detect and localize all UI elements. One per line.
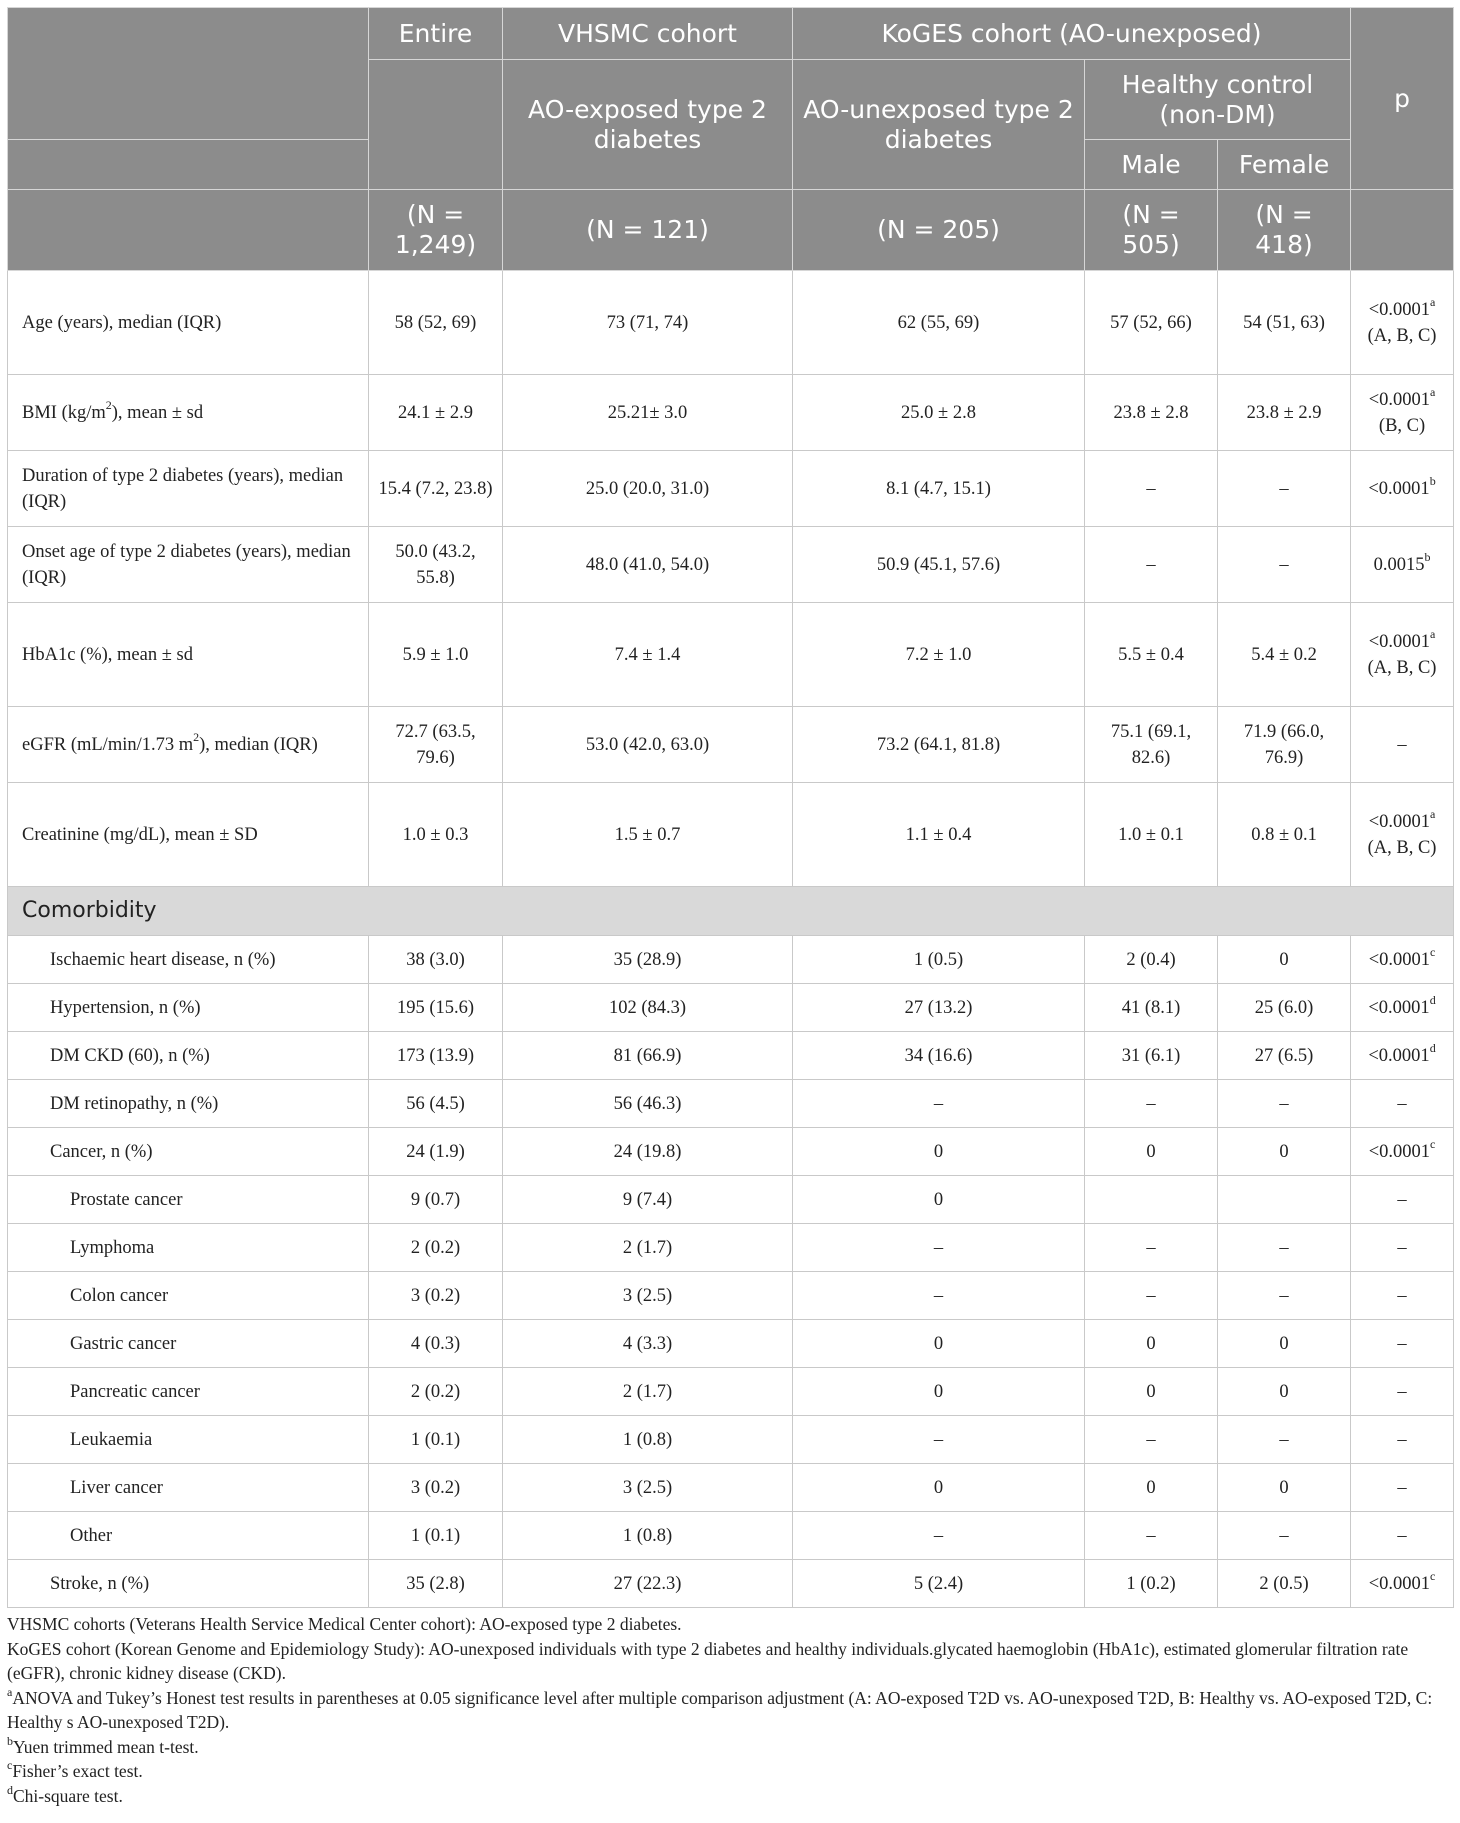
cell-unexposed: –	[793, 1272, 1085, 1320]
table-row	[8, 707, 1454, 783]
cell-female: –	[1218, 1416, 1351, 1464]
cell-p: <0.0001$^c$	[1351, 1128, 1454, 1176]
cell-p: –	[1351, 1224, 1454, 1272]
row-label: DM retinopathy, n (%)	[8, 1080, 369, 1128]
row-label: Creatinine (mg/dL), mean ± SD	[8, 783, 369, 887]
table-row	[8, 1032, 1454, 1080]
cell-female: 0	[1218, 1128, 1351, 1176]
cell-female: 2 (0.5)	[1218, 1560, 1351, 1608]
cell-male: 0	[1085, 1368, 1218, 1416]
table-container	[7, 7, 1453, 1808]
table-row	[8, 1416, 1454, 1464]
cell-entire: 72.7 (63.5, 79.6)	[369, 707, 503, 783]
cell-male: –	[1085, 1416, 1218, 1464]
cell-exposed: 1 (0.8)	[503, 1416, 793, 1464]
cell-entire: 1.0 ± 0.3	[369, 783, 503, 887]
row-label: DM CKD (60), n (%)	[8, 1032, 369, 1080]
cell-female: 0	[1218, 1464, 1351, 1512]
cell-exposed: 102 (84.3)	[503, 984, 793, 1032]
table-row	[8, 1464, 1454, 1512]
row-label: Hypertension, n (%)	[8, 984, 369, 1032]
cell-p: –	[1351, 1512, 1454, 1560]
row-label: Other	[8, 1512, 369, 1560]
cell-exposed: 53.0 (42.0, 63.0)	[503, 707, 793, 783]
header-vhsmc: VHSMC cohort	[503, 8, 793, 60]
footnote-d: $^d$Chi-square test.	[7, 1782, 123, 1806]
cell-female	[1218, 1176, 1351, 1224]
cell-female: 5.4 ± 0.2	[1218, 603, 1351, 707]
table-row	[8, 1224, 1454, 1272]
cell-unexposed: 1.1 ± 0.4	[793, 783, 1085, 887]
cell-male: 0	[1085, 1320, 1218, 1368]
header-n-male: (N = 505)	[1085, 190, 1218, 271]
cell-exposed: 27 (22.3)	[503, 1560, 793, 1608]
cell-unexposed: 8.1 (4.7, 15.1)	[793, 451, 1085, 527]
cell-exposed: 2 (1.7)	[503, 1224, 793, 1272]
cell-male: 23.8 ± 2.8	[1085, 375, 1218, 451]
row-label: Gastric cancer	[8, 1320, 369, 1368]
cell-male: 1 (0.2)	[1085, 1560, 1218, 1608]
cell-exposed: 2 (1.7)	[503, 1368, 793, 1416]
cell-male: –	[1085, 1224, 1218, 1272]
cell-exposed: 3 (2.5)	[503, 1464, 793, 1512]
cell-entire: 24 (1.9)	[369, 1128, 503, 1176]
cell-unexposed: –	[793, 1224, 1085, 1272]
cell-female: 25 (6.0)	[1218, 984, 1351, 1032]
cell-p: <0.0001$^a$ (A, B, C)	[1351, 783, 1454, 887]
cell-male: 57 (52, 66)	[1085, 271, 1218, 375]
row-label: BMI $(kg/m^2)$, mean ± sd	[8, 375, 369, 451]
cell-p: –	[1351, 1416, 1454, 1464]
row-label: Liver cancer	[8, 1464, 369, 1512]
cell-male: –	[1085, 1080, 1218, 1128]
cell-entire: 9 (0.7)	[369, 1176, 503, 1224]
cell-male: –	[1085, 527, 1218, 603]
cell-p: <0.0001$^a$ (A, B, C)	[1351, 271, 1454, 375]
row-label: Leukaemia	[8, 1416, 369, 1464]
cell-unexposed: 5 (2.4)	[793, 1560, 1085, 1608]
header-blank	[8, 8, 369, 140]
cell-exposed: 7.4 ± 1.4	[503, 603, 793, 707]
header-entire: Entire	[369, 8, 503, 60]
cell-female: –	[1218, 1224, 1351, 1272]
cell-p: <0.0001$^a$ (A, B, C)	[1351, 603, 1454, 707]
row-label: Cancer, n (%)	[8, 1128, 369, 1176]
header-male: Male	[1085, 140, 1218, 190]
footnote-vhsmc: VHSMC cohorts (Veterans Health Service Medical Center cohort): AO-exposed type 2 diabetes.	[7, 1614, 682, 1634]
cell-exposed: 24 (19.8)	[503, 1128, 793, 1176]
table-row	[8, 783, 1454, 887]
cell-male	[1085, 1176, 1218, 1224]
cell-female: 0	[1218, 1368, 1351, 1416]
cell-female: –	[1218, 527, 1351, 603]
table-row	[8, 1176, 1454, 1224]
cell-p: 0.0015$^b$	[1351, 527, 1454, 603]
cell-p: –	[1351, 1368, 1454, 1416]
cell-female: 0	[1218, 936, 1351, 984]
cell-male: –	[1085, 1512, 1218, 1560]
table-row	[8, 1560, 1454, 1608]
header-n-entire: (N = 1,249)	[369, 190, 503, 271]
cell-exposed: 81 (66.9)	[503, 1032, 793, 1080]
cell-unexposed: 73.2 (64.1, 81.8)	[793, 707, 1085, 783]
cell-entire: 3 (0.2)	[369, 1272, 503, 1320]
header-blank-2	[8, 140, 369, 190]
section-comorbidity: Comorbidity	[8, 887, 1454, 936]
cell-exposed: 3 (2.5)	[503, 1272, 793, 1320]
row-label: Onset age of type 2 diabetes (years), median (IQR)	[8, 527, 369, 603]
cell-male: 1.0 ± 0.1	[1085, 783, 1218, 887]
cell-p: <0.0001$^c$	[1351, 936, 1454, 984]
cell-exposed: 4 (3.3)	[503, 1320, 793, 1368]
row-label: Age (years), median (IQR)	[8, 271, 369, 375]
cell-exposed: 1 (0.8)	[503, 1512, 793, 1560]
cell-entire: 50.0 (43.2, 55.8)	[369, 527, 503, 603]
cell-exposed: 25.21± 3.0	[503, 375, 793, 451]
cell-entire: 1 (0.1)	[369, 1512, 503, 1560]
table-footnotes	[7, 1612, 1453, 1808]
row-label: Prostate cancer	[8, 1176, 369, 1224]
cell-p: –	[1351, 707, 1454, 783]
table-row	[8, 1272, 1454, 1320]
cell-p: –	[1351, 1080, 1454, 1128]
row-label: Stroke, n (%)	[8, 1560, 369, 1608]
header-entire-sub	[369, 60, 503, 190]
row-label: Ischaemic heart disease, n (%)	[8, 936, 369, 984]
cell-unexposed: –	[793, 1080, 1085, 1128]
cell-entire: 4 (0.3)	[369, 1320, 503, 1368]
cell-entire: 1 (0.1)	[369, 1416, 503, 1464]
table-row	[8, 1368, 1454, 1416]
cell-male: 75.1 (69.1, 82.6)	[1085, 707, 1218, 783]
table-row	[8, 527, 1454, 603]
cell-female: 23.8 ± 2.9	[1218, 375, 1351, 451]
cell-p: <0.0001$^c$	[1351, 1560, 1454, 1608]
row-label: HbA1c (%), mean ± sd	[8, 603, 369, 707]
cell-unexposed: –	[793, 1512, 1085, 1560]
cell-exposed: 48.0 (41.0, 54.0)	[503, 527, 793, 603]
table-row	[8, 375, 1454, 451]
cell-entire: 58 (52, 69)	[369, 271, 503, 375]
header-p: p	[1351, 8, 1454, 190]
cell-male: –	[1085, 451, 1218, 527]
cell-entire: 173 (13.9)	[369, 1032, 503, 1080]
cell-exposed: 1.5 ± 0.7	[503, 783, 793, 887]
table-header	[8, 8, 1454, 271]
cell-male: 0	[1085, 1464, 1218, 1512]
row-label: Duration of type 2 diabetes (years), median (IQR)	[8, 451, 369, 527]
cell-unexposed: 50.9 (45.1, 57.6)	[793, 527, 1085, 603]
cell-p: –	[1351, 1464, 1454, 1512]
cell-p: <0.0001$^b$	[1351, 451, 1454, 527]
cell-unexposed: 62 (55, 69)	[793, 271, 1085, 375]
cell-entire: 15.4 (7.2, 23.8)	[369, 451, 503, 527]
cell-female: 71.9 (66.0, 76.9)	[1218, 707, 1351, 783]
table-row	[8, 271, 1454, 375]
cell-exposed: 73 (71, 74)	[503, 271, 793, 375]
cell-unexposed: 0	[793, 1464, 1085, 1512]
cell-p: –	[1351, 1272, 1454, 1320]
cell-exposed: 56 (46.3)	[503, 1080, 793, 1128]
cell-male: 31 (6.1)	[1085, 1032, 1218, 1080]
cell-male: 2 (0.4)	[1085, 936, 1218, 984]
cell-unexposed: 0	[793, 1368, 1085, 1416]
cell-entire: 195 (15.6)	[369, 984, 503, 1032]
cell-unexposed: 7.2 ± 1.0	[793, 603, 1085, 707]
cell-exposed: 35 (28.9)	[503, 936, 793, 984]
cell-unexposed: 25.0 ± 2.8	[793, 375, 1085, 451]
cell-entire: 56 (4.5)	[369, 1080, 503, 1128]
cell-unexposed: –	[793, 1416, 1085, 1464]
cell-female: 27 (6.5)	[1218, 1032, 1351, 1080]
header-ao-unexposed: AO-unexposed type 2 diabetes	[793, 60, 1085, 190]
cell-entire: 5.9 ± 1.0	[369, 603, 503, 707]
table-row	[8, 984, 1454, 1032]
footnote-b: $^b$Yuen trimmed mean t-test.	[7, 1733, 199, 1757]
cell-male: –	[1085, 1272, 1218, 1320]
cell-entire: 2 (0.2)	[369, 1368, 503, 1416]
cell-entire: 2 (0.2)	[369, 1224, 503, 1272]
table-row	[8, 1320, 1454, 1368]
cell-female: 0	[1218, 1320, 1351, 1368]
cell-p: –	[1351, 1320, 1454, 1368]
header-healthy: Healthy control (non-DM)	[1085, 60, 1351, 140]
table-row	[8, 451, 1454, 527]
header-n-exposed: (N = 121)	[503, 190, 793, 271]
cell-female: –	[1218, 1272, 1351, 1320]
table-row	[8, 1512, 1454, 1560]
cell-exposed: 25.0 (20.0, 31.0)	[503, 451, 793, 527]
cell-entire: 3 (0.2)	[369, 1464, 503, 1512]
header-n-female: (N = 418)	[1218, 190, 1351, 271]
cell-exposed: 9 (7.4)	[503, 1176, 793, 1224]
table-body	[8, 271, 1454, 1608]
cell-unexposed: 34 (16.6)	[793, 1032, 1085, 1080]
cell-entire: 24.1 ± 2.9	[369, 375, 503, 451]
row-label: Colon cancer	[8, 1272, 369, 1320]
cell-female: –	[1218, 451, 1351, 527]
table-row	[8, 1080, 1454, 1128]
table-row	[8, 1128, 1454, 1176]
table-row	[8, 936, 1454, 984]
row-label: Pancreatic cancer	[8, 1368, 369, 1416]
cell-unexposed: 1 (0.5)	[793, 936, 1085, 984]
cell-female: –	[1218, 1512, 1351, 1560]
cell-p: <0.0001$^d$	[1351, 1032, 1454, 1080]
cell-unexposed: 27 (13.2)	[793, 984, 1085, 1032]
cell-male: 0	[1085, 1128, 1218, 1176]
row-label: Lymphoma	[8, 1224, 369, 1272]
footnote-a: $^a$ANOVA and Tukey’s Honest test results in parentheses at 0.05 significance level after multiple comparison adjustment (A: AO-exposed T2D vs. AO-unexposed T2D, B: Healthy vs. AO-exposed T2D, C: Healthy s AO-unexposed T2D).	[7, 1684, 1433, 1732]
cell-p: <0.0001$^a$ (B, C)	[1351, 375, 1454, 451]
cell-entire: 35 (2.8)	[369, 1560, 503, 1608]
cell-female: –	[1218, 1080, 1351, 1128]
cell-female: 0.8 ± 0.1	[1218, 783, 1351, 887]
cell-female: 54 (51, 63)	[1218, 271, 1351, 375]
header-ao-exposed: AO-exposed type 2 diabetes	[503, 60, 793, 190]
cell-unexposed: 0	[793, 1320, 1085, 1368]
cell-unexposed: 0	[793, 1128, 1085, 1176]
cell-entire: 38 (3.0)	[369, 936, 503, 984]
cell-unexposed: 0	[793, 1176, 1085, 1224]
cell-male: 41 (8.1)	[1085, 984, 1218, 1032]
cell-male: 5.5 ± 0.4	[1085, 603, 1218, 707]
baseline-characteristics-table	[7, 7, 1454, 1608]
cell-p: <0.0001$^d$	[1351, 984, 1454, 1032]
section-row	[8, 887, 1454, 936]
header-n-unexposed: (N = 205)	[793, 190, 1085, 271]
footnote-koges: KoGES cohort (Korean Genome and Epidemiology Study): AO-unexposed individuals with type 2 diabetes and healthy individuals.glycated haemoglobin (HbA1c), estimated glomerular filtration rate (eGFR), chronic kidney disease (CKD).	[7, 1638, 1409, 1683]
table-row	[8, 603, 1454, 707]
header-n-p	[1351, 190, 1454, 271]
header-female: Female	[1218, 140, 1351, 190]
header-koges: KoGES cohort (AO-unexposed)	[793, 8, 1351, 60]
row-label: eGFR (mL/min/1.73 $m^2$), median (IQR)	[8, 707, 369, 783]
header-blank-3	[8, 190, 369, 271]
footnote-c: $^c$Fisher’s exact test.	[7, 1758, 143, 1781]
cell-p: –	[1351, 1176, 1454, 1224]
